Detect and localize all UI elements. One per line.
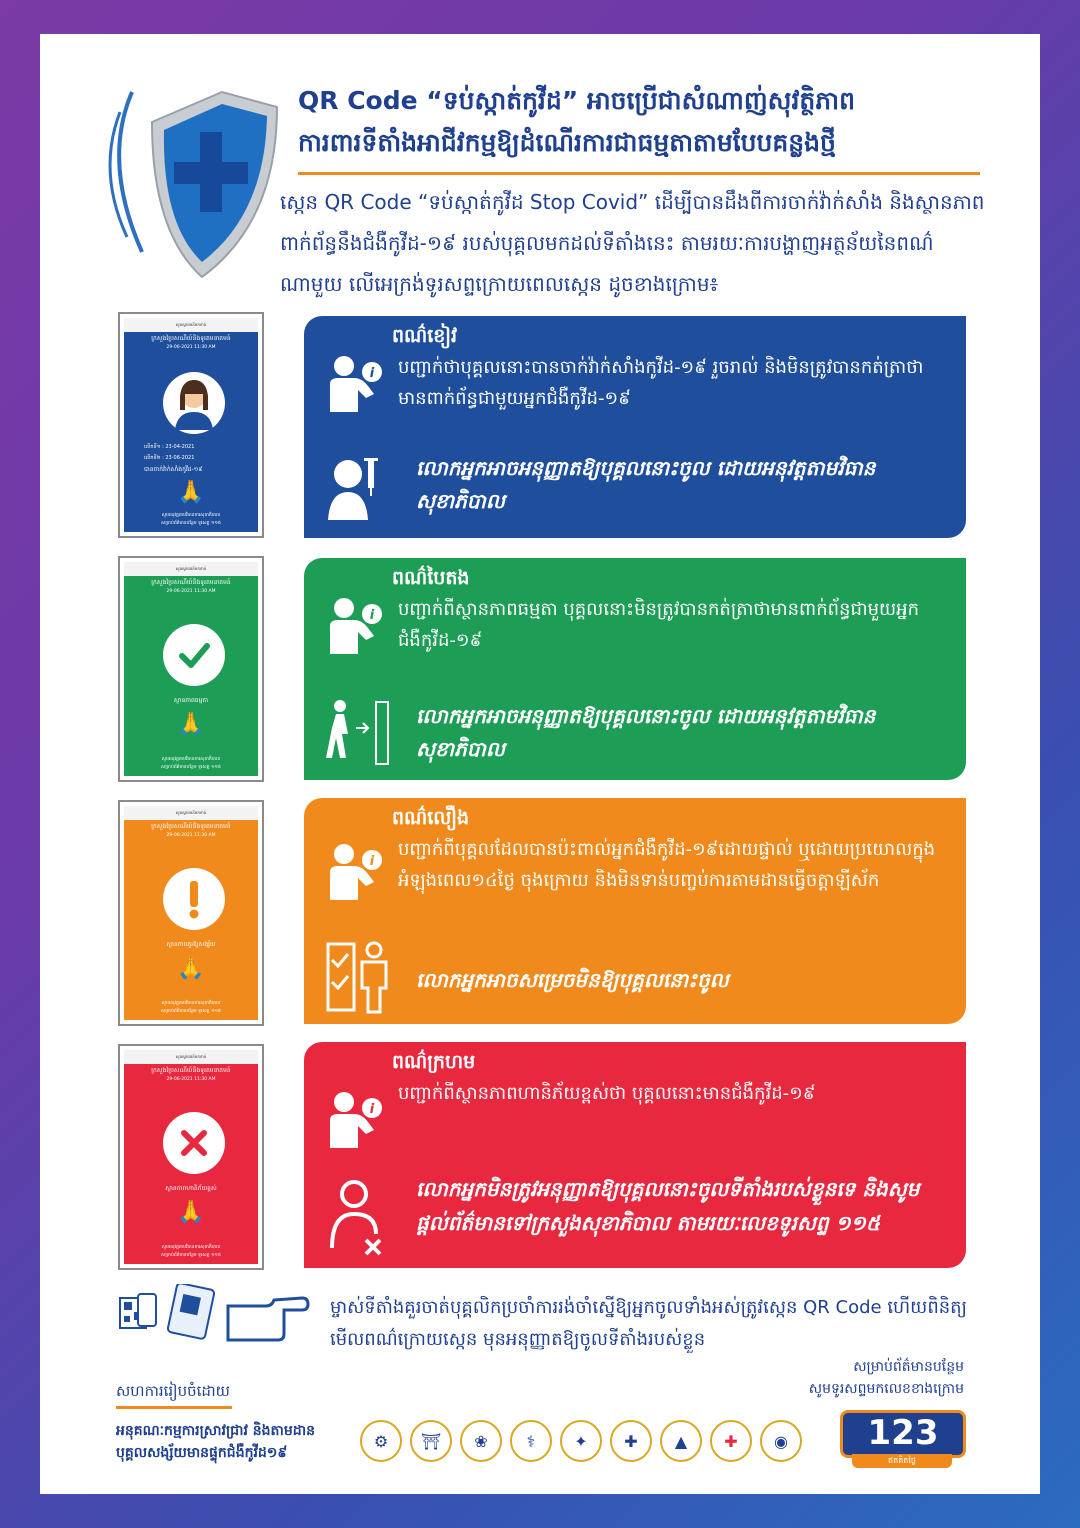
heritage-logo-icon: ▲ [660,1420,702,1462]
avatar-icon [167,376,221,430]
phone-foot [124,756,258,772]
hotline-sub: ឥតគិតថ្លៃ [852,1454,952,1468]
phone-foot [124,512,258,528]
red-cross-logo-icon: ✚ [710,1420,752,1462]
military-logo-icon: ✦ [560,1420,602,1462]
panel-desc: បញ្ជាក់ពីស្ថានភាពហានិភ័យខ្ពស់ថា បុគ្គលនោះមានជំងឺកូវីដ-១៩ [398,1083,816,1104]
more-info-line-2: សូមទូរសព្ទមកលេខខាងក្រោម [808,1381,964,1397]
title-divider [298,172,980,175]
phone-preview-orange [118,800,264,1026]
svg-text:i: i [369,1102,375,1117]
partner-logos [360,1420,802,1462]
panel-desc: បញ្ជាក់ពីស្ថានភាពធម្មតា បុគ្គលនោះមិនត្រូវបានកត់ត្រាថាមានពាក់ព័ន្ធជាមួយអ្នកជំងឺកូវីដ-១៩ [398,599,920,651]
temple-logo-icon: ⛩ [410,1420,452,1462]
panel-title: ពណ៌ក្រហម [392,1051,476,1073]
title-line-1: QR Code “ទប់ស្កាត់កូវីដ” អាចប្រើជាសំណាញ់សុវត្ថិភាព [298,86,855,115]
phone-head: ក្រសួងប្រៃសណីយ៍និងទូរគមនាគមន៍ [151,579,231,586]
scan-qr-icon [116,1284,316,1348]
phone-top: សូមស្វាគមន៍មកកាន់ [124,562,258,576]
no-entry-person-icon [326,1178,386,1256]
phone-foot [124,1000,258,1016]
panel-orange [304,798,966,1024]
phone-date: 29-06-2021 11:30 AM [166,1077,216,1082]
phone-foot [124,1244,258,1260]
panel-action: លោកអ្នកមិនត្រូវអនុញ្ញាតឱ្យបុគ្គលនោះចូលទីតាំងរបស់ខ្លួនទេ និងសូមផ្តល់ព័ត៌មានទៅក្រសួងសុខាភិបាល តាមរយៈលេខទូរសព្ទ ១១៥ [416,1177,920,1235]
org-divider [116,1406,232,1409]
person-info-icon [328,596,384,656]
phone-foot-2: សម្រាប់ព័ត៌មានបន្ថែម ទូរសព្ទ ១១៥ [161,1253,221,1258]
pray-icon: 🙏 [177,956,205,981]
shield-icon [92,52,292,302]
phone-foot-1: សូមអនុវត្តតាមវិធានការសុខាភិបាល [161,1001,221,1006]
phone-date: 29-06-2021 11:30 AM [166,589,216,594]
phone-top: សូមស្វាគមន៍មកកាន់ [124,1050,258,1064]
x-mark-icon [163,1112,225,1174]
dose2-text: លើកទី២ : 23-06-2021 [144,455,195,461]
org-name-line-2: បុគ្គលសង្ស័យមានផ្ទុកជំងឺកូវីដ១៩ [116,1445,288,1461]
poster-card [40,34,1040,1494]
title-line-2: ការពារទីតាំងអាជីវកម្មឱ្យដំណើរការជាធម្មតាតាមបែបគន្លងថ្មី [298,128,836,157]
phone-head: ក្រសួងប្រៃសណីយ៍និងទូរគមនាគមន៍ [151,335,231,342]
svg-text:i: i [369,366,375,381]
panel-desc: បញ្ជាក់ថាបុគ្គលនោះបានចាក់វ៉ាក់សាំងកូវីដ-១៩ រួចរាល់ និងមិនត្រូវបានកត់ត្រាថាមានពាក់ព័ន្ធជាមួយអ្នកជំងឺកូវីដ-១៩ [398,357,924,409]
pray-icon: 🙏 [177,1200,205,1225]
panel-action: លោកអ្នកអាចអនុញ្ញាតឱ្យបុគ្គលនោះចូល ដោយអនុវត្តតាមវិធានសុខាភិបាល [416,456,876,513]
phone-status: ស្ថានភាពធម្មតា [173,697,209,704]
exclamation-icon [163,868,225,930]
defense-logo-icon: ✚ [610,1420,652,1462]
phone-foot-2: សម្រាប់ព័ត៌មានបន្ថែម ទូរសព្ទ ១១៥ [161,765,221,770]
phone-top: សូមស្វាគមន៍មកកាន់ [124,318,258,332]
health-logo-icon: ⚕ [510,1420,552,1462]
vaccine-icon [326,454,384,520]
org-name [116,1420,315,1464]
checklist-person-icon [326,940,392,1014]
phone-preview-red [118,1044,264,1270]
phone-preview-green [118,556,264,782]
more-info-line-1: សម្រាប់ព័ត៌មានបន្ថែម [853,1359,964,1375]
pray-icon: 🙏 [177,712,205,737]
panel-blue [304,316,966,538]
panel-desc: បញ្ជាក់ពីបុគ្គលដែលបានប៉ះពាល់អ្នកជំងឺកូវីដ-១៩ដោយផ្ទាល់ ឬដោយប្រយោលក្នុងអំឡុងពេល១៤ថ្ងៃ ចុងក្រោយ និងមិនទាន់បញ្ចប់ការតាមដានធ្វើចត្តាឡីស័ក [398,839,936,891]
phone-foot-2: សម្រាប់ព័ត៌មានបន្ថែម ទូរសព្ទ ១១៥ [161,521,221,526]
phone-date: 29-06-2021 11:30 AM [166,833,216,838]
ministry-logo-icon: ⚙ [360,1420,402,1462]
hotline-number: 123 [840,1410,966,1458]
phone-foot-1: សូមអនុវត្តតាមវិធានការសុខាភិបាល [161,757,221,762]
phone-date: 29-06-2021 11:30 AM [166,345,216,350]
agriculture-logo-icon: ❀ [460,1420,502,1462]
phone-foot-2: សម្រាប់ព័ត៌មានបន្ថែម ទូរសព្ទ ១១៥ [161,1009,221,1014]
footer-note: ម្ចាស់ទីតាំងគួរចាត់បុគ្គលិកប្រចាំការរង់ចាំស្នើឱ្យអ្នកចូលទាំងអស់ត្រូវស្កេន QR Code ហើយពិនិត្យមើលពណ៌ក្រោយស្កេន មុនអនុញ្ញាតឱ្យចូលទីតាំងរបស់ខ្លួន [330,1297,967,1350]
partner-logo-icon: ◉ [760,1420,802,1462]
phone-status: បានចាក់វ៉ាក់សាំងកូវីដ-១៩ [144,466,203,473]
phone-status: ស្ថានភាពហានិភ័យខ្ពស់ [165,1185,217,1192]
svg-text:i: i [369,854,375,869]
phone-foot-1: សូមអនុវត្តតាមវិធានការសុខាភិបាល [161,1245,221,1250]
person-info-icon [328,1090,384,1150]
dose1-text: លើកទី១ : 23-04-2021 [144,444,195,450]
check-icon [163,624,225,686]
panel-red [304,1042,966,1268]
person-info-icon [328,354,384,414]
more-info [809,1356,964,1400]
avatar [163,372,225,434]
svg-text:i: i [369,608,375,623]
person-info-icon [328,842,384,902]
panel-title: ពណ៌ខៀវ [392,325,458,347]
panel-action: លោកអ្នកអាចសម្រេចមិនឱ្យបុគ្គលនោះចូល [416,968,729,992]
panel-title: ពណ៌លឿង [392,807,470,829]
phone-status: ស្ថានភាពគួរឱ្យសង្ស័យ [166,941,216,948]
phone-head: ក្រសួងប្រៃសណីយ៍និងទូរគមនាគមន៍ [151,1067,231,1074]
intro-text: ស្កេន QR Code “ទប់ស្កាត់កូវីដ Stop Covid” ដើម្បីបានដឹងពីការចាក់វ៉ាក់សាំង និងស្ថានភាពពាក់ព័ន្ធនឹងជំងឺកូវីដ-១៩ របស់បុគ្គលមកដល់ទីតាំងនេះ តាមរយៈការបង្ហាញអត្ថន័យនៃពណ៌ណាមួយ លើអេក្រង់ទូរសព្ទក្រោយពេលស្កេន ដូចខាងក្រោម៖ [280,190,985,296]
phone-foot-1: សូមអនុវត្តតាមវិធានការសុខាភិបាល [161,513,221,518]
panel-green [304,558,966,780]
org-label: សហការរៀបចំដោយ [116,1382,230,1400]
phone-preview-blue [118,312,264,538]
pray-icon: 🙏 [177,480,205,505]
panel-action: លោកអ្នកអាចអនុញ្ញាតឱ្យបុគ្គលនោះចូល ដោយអនុវត្តតាមវិធានសុខាភិបាល [416,704,876,761]
panel-title: ពណ៌បៃតង [392,567,470,589]
walk-in-door-icon [326,698,390,768]
phone-top: សូមស្វាគមន៍មកកាន់ [124,806,258,820]
phone-head: ក្រសួងប្រៃសណីយ៍និងទូរគមនាគមន៍ [151,823,231,830]
org-name-line-1: អនុគណៈកម្មការស្រាវជ្រាវ និងតាមដាន [116,1423,315,1439]
